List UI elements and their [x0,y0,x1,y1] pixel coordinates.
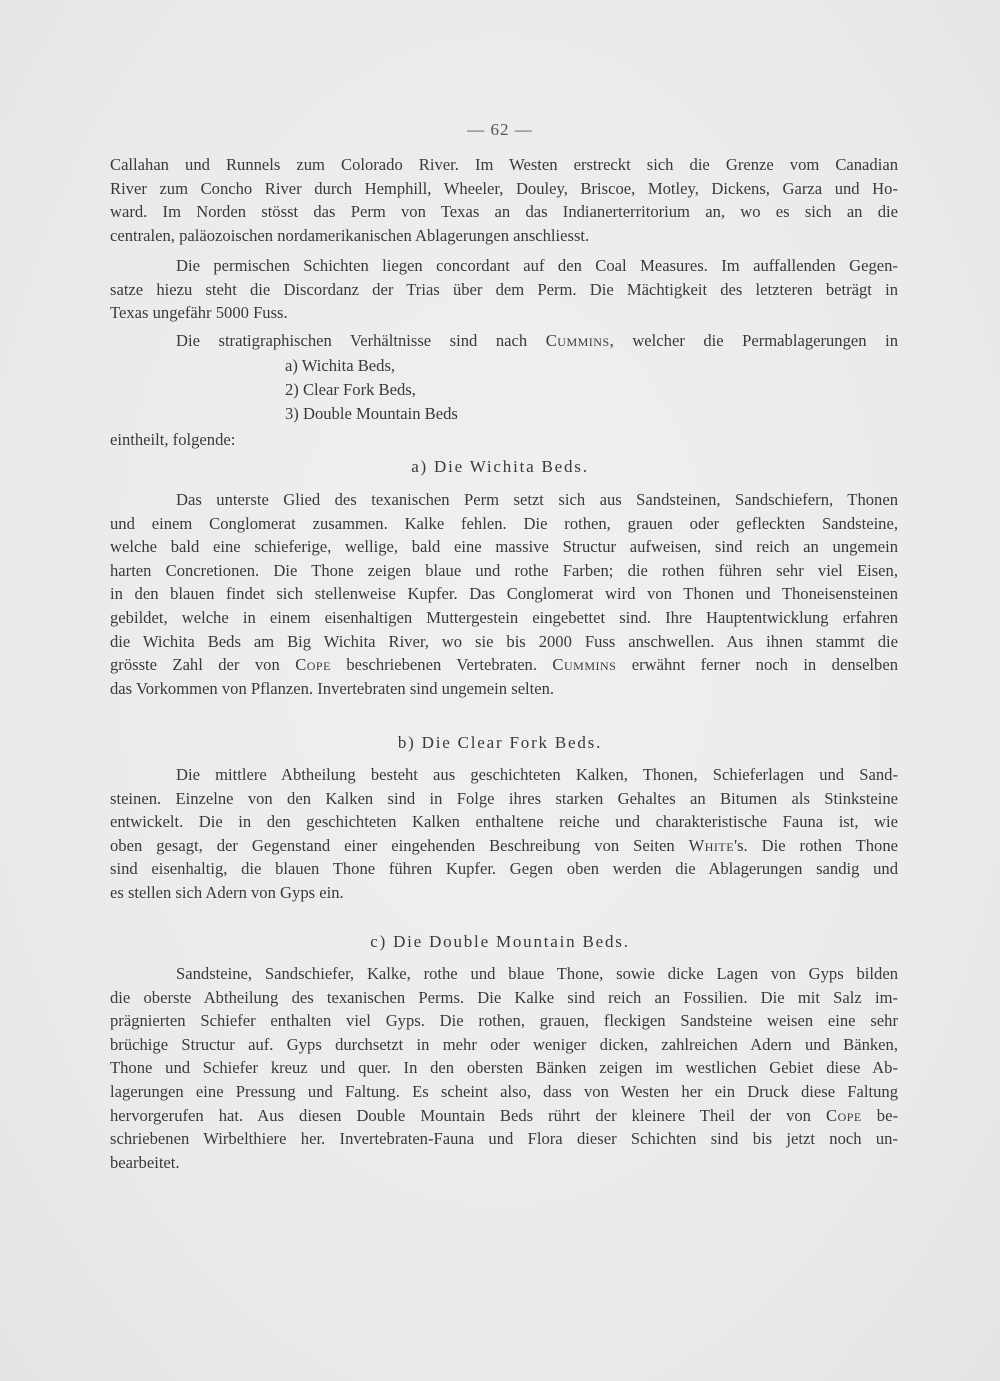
section-a-paragraph [110,488,898,700]
text-line: ward. Im Norden stösst das Perm von Texas an das Indianerterritorium an, wo es sich an die [110,202,898,222]
author-name: Cope [826,1105,862,1125]
text-line: das Vorkommen von Pflanzen. Invertebraten sind ungemein selten. [110,678,555,698]
text-line: Das unterste Glied des texanischen Perm setzt sich aus Sandsteinen, Sandschiefern, Thonen [176,490,898,509]
page-number: — 62 — [467,120,533,139]
text-line: in den blauen findet sich stellenweise Kupfer. Das Conglomerat wird von Thonen und Thoneisensteinen [110,584,898,604]
text-line: Die mittlere Abtheilung besteht aus geschichteten Kalken, Thonen, Schieferlagen und Sand- [176,765,898,784]
intro-paragraph [110,153,898,247]
text-line: Die permischen Schichten liegen concordant auf den Coal Measures. Im auffallenden Gegen- [176,256,898,275]
text-line: Sandsteine, Sandschiefer, Kalke, rothe und blaue Thone, sowie dicke Lagen von Gyps bilden [176,964,898,983]
text-line: die Wichita Beds am Big Wichita River, wo sie bis 2000 Fuss anschwellen. Aus ihnen stammt die [110,631,898,651]
text-line: sind eisenhaltig, die blauen Thone führen Kupfer. Gegen oben werden die Ablagerungen sandig und [110,859,898,879]
text-run: hervorgerufen hat. Aus diesen Double Mountain Beds rührt der kleinere Theil der von [110,1105,827,1125]
text-line [110,1104,898,1128]
text-line: gebildet, welche in einem eisenhaltigen Muttergestein eingebettet sind. Ihre Hauptentwicklung erfahren [110,607,898,627]
text-line [110,329,898,353]
text-run: oben gesagt, der Gegenstand einer eingehenden Beschreibung von Seiten [110,835,689,855]
section-b-paragraph [110,763,898,905]
text-line: schriebenen Wirbelthiere her. Invertebraten-Fauna und Flora dieser Schichten sind bis jetzt noch un- [110,1129,898,1149]
text-line: Thone und Schiefer kreuz und quer. In den obersten Bänken zeigen im westlichen Gebiet diese Ab- [110,1058,898,1078]
text-run: , welcher die Permablagerungen in [609,331,898,350]
text-line: die oberste Abtheilung des texanischen Perms. Die Kalke sind reich an Fossilien. Die mit Salz im- [110,987,898,1007]
list-item: a) Wichita Beds, [285,356,396,375]
text-line: bearbeitet. [110,1152,180,1172]
text-run: be- [861,1105,898,1125]
author-name: Cummins [545,331,610,350]
text-line: Callahan und Runnels zum Colorado River. Im Westen erstreckt sich die Grenze vom Canadian [110,155,898,174]
text-line: River zum Concho River durch Hemphill, Wheeler, Douley, Briscoe, Motley, Dickens, Garza und Ho- [110,178,898,198]
section-heading-a: a) Die Wichita Beds. [411,457,589,476]
author-name: Cope [295,655,331,675]
text-line: es stellen sich Adern von Gyps ein. [110,882,344,902]
text-run: erwähnt ferner noch in denselben [616,655,899,675]
text-line [110,653,898,677]
text-line: harten Concretionen. Die Thone zeigen blaue und rothe Farben; die rothen führen sehr viel Eisen, [110,560,898,580]
list-item: 3) Double Mountain Beds [285,404,458,423]
text-line: welche bald eine schieferige, wellige, bald eine massive Structur aufweisen, sind reich an ungemein [110,537,898,557]
section-heading-b: b) Die Clear Fork Beds. [397,733,603,752]
eintheilt-line: eintheilt, folgende: [110,430,236,449]
stratigraphic-paragraph [110,329,898,353]
text-run: grösste Zahl der von [110,655,296,675]
text-line: entwickelt. Die in den geschichteten Kalken enthaltene reiche und charakteristische Fauna ist, wie [110,812,898,832]
text-line: lagerungen eine Pressung und Faltung. Es scheint also, dass von Westen her ein Druck diese Faltung [110,1081,898,1101]
text-run: beschriebenen Vertebraten. [330,655,553,675]
concordant-paragraph [110,254,898,325]
section-heading-c: c) Die Double Mountain Beds. [370,932,630,951]
text-line: prägnierten Schiefer enthalten viel Gyps. Die rothen, grauen, fleckigen Sandsteine weisen eine sehr [110,1011,898,1031]
text-line: und einem Conglomerat zusammen. Kalke fehlen. Die rothen, grauen oder gefleckten Sandsteine, [110,513,898,533]
text-line: satze hiezu steht die Discordanz der Trias über dem Perm. Die Mächtigkeit des letzteren beträgt in [110,279,898,299]
text-run: 's. Die rothen Thone [734,835,898,855]
text-line: steinen. Einzelne von den Kalken sind in Folge ihres starken Gehaltes an Bitumen als Stinksteine [110,788,898,808]
text-run: Die stratigraphischen Verhältnisse sind nach [176,331,546,350]
author-name: White [688,835,735,855]
section-c-paragraph [110,962,898,1174]
text-line: brüchige Structur auf. Gyps durchsetzt in mehr oder weniger dicken, zahlreichen Adern und Bänken, [110,1034,898,1054]
list-item: 2) Clear Fork Beds, [285,380,416,399]
author-name: Cummins [552,655,617,675]
text-line: Texas ungefähr 5000 Fuss. [110,303,288,323]
text-line [110,834,898,858]
text-line: centralen, paläozoischen nordamerikanischen Ablagerungen anschliesst. [110,225,590,245]
